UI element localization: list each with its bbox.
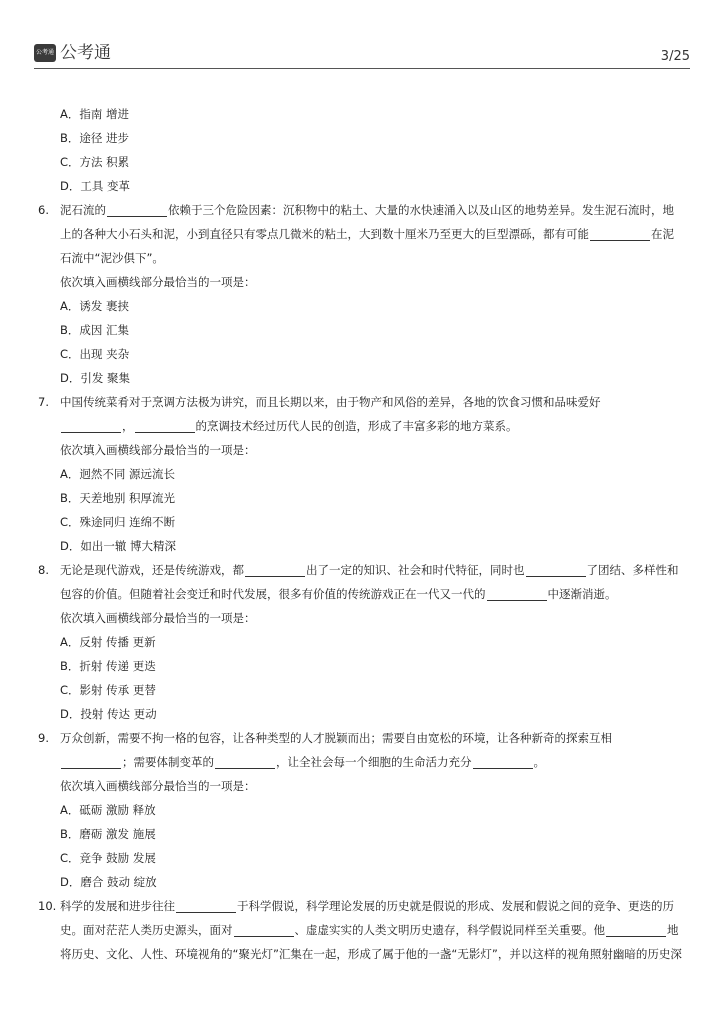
- question-6-line: [36, 198, 690, 222]
- question-prompt: 依次填入画横线部分最恰当的一项是：: [60, 443, 256, 457]
- fill-blank: [606, 922, 666, 937]
- question-8-line: [36, 558, 690, 582]
- question-10-line: [36, 918, 690, 942]
- option: A．砥砺 激励 释放: [60, 803, 156, 817]
- option: D．磨合 鼓动 绽放: [60, 875, 157, 889]
- question-10-line: [36, 942, 690, 966]
- question-number: 9.: [38, 731, 49, 745]
- fill-blank: [61, 754, 121, 769]
- option: B．磨砺 激发 施展: [60, 827, 156, 841]
- fill-blank: [234, 922, 294, 937]
- question-text: 泥石流的: [60, 203, 106, 217]
- question-text: 在泥: [651, 227, 674, 241]
- question-text: 中国传统菜肴对于烹调方法极为讲究，而且长期以来，由于物产和风俗的差异，各地的饮食习惯和品味爱好: [60, 395, 601, 409]
- question-number: 8.: [38, 563, 49, 577]
- option: C．出现 夹杂: [60, 347, 130, 361]
- fill-blank: [61, 418, 121, 433]
- question-text: 于科学假说，科学理论发展的历史就是假说的形成、发展和假说之间的竞争、更迭的历: [237, 899, 674, 913]
- question-7-line: [36, 390, 690, 414]
- question-text: 。: [533, 755, 545, 769]
- option: B．折射 传递 更迭: [60, 659, 156, 673]
- question-6-line: [36, 222, 690, 246]
- question-text: 史。面对茫茫人类历史源头，面对: [60, 923, 233, 937]
- option: D．如出一辙 博大精深: [60, 539, 177, 553]
- question-text: 依赖于三个危险因素：沉积物中的粘土、大量的水快速涌入以及山区的地势差异。发生泥石流时，地: [168, 203, 674, 217]
- question-text: 中逐渐消逝。: [547, 587, 617, 601]
- fill-blank: [473, 754, 533, 769]
- question-text: 的烹调技术经过历代人民的创造，形成了丰富多彩的地方菜系。: [195, 419, 518, 433]
- option: D．工具 变革: [60, 179, 131, 193]
- question-number: 10.: [38, 899, 57, 913]
- document-body: [36, 102, 690, 966]
- question-9-line: [36, 726, 690, 750]
- question-text: 出了一定的知识、社会和时代特征，同时也: [306, 563, 525, 577]
- question-number: 6.: [38, 203, 49, 217]
- option: C．竞争 鼓励 发展: [60, 851, 156, 865]
- page-number: 3/25: [660, 49, 690, 64]
- question-prompt: 依次填入画横线部分最恰当的一项是：: [60, 611, 256, 625]
- question-text: 包容的价值。但随着社会变迁和时代发展，很多有价值的传统游戏正在一代又一代的: [60, 587, 486, 601]
- question-text: 、虚虚实实的人类文明历史遗存，科学假说同样至关重要。他: [294, 923, 605, 937]
- question-text: ，让全社会每一个细胞的生命活力充分: [276, 755, 472, 769]
- question-text: 将历史、文化、人性、环境视角的“聚光灯”汇集在一起，形成了属于他的一盏“无影灯”，并以这样的视角照射幽暗的历史深: [60, 947, 682, 961]
- question-8-line: [36, 582, 690, 606]
- question-prompt: 依次填入画横线部分最恰当的一项是：: [60, 779, 256, 793]
- option: B．途径 进步: [60, 131, 130, 145]
- option: D．引发 聚集: [60, 371, 131, 385]
- question-text: 科学的发展和进步往往: [60, 899, 175, 913]
- question-text: 地: [667, 923, 679, 937]
- question-prompt: 依次填入画横线部分最恰当的一项是：: [60, 275, 256, 289]
- option: C．影射 传承 更替: [60, 683, 156, 697]
- question-text: ；需要体制变革的: [122, 755, 214, 769]
- question-number: 7.: [38, 395, 49, 409]
- question-7-line: [36, 414, 690, 438]
- question-text: 万众创新，需要不拘一格的包容，让各种类型的人才脱颖而出；需要自由宽松的环境，让各种新奇的探索互相: [60, 731, 612, 745]
- fill-blank: [215, 754, 275, 769]
- question-text: 上的各种大小石头和泥，小到直径只有零点几微米的粘土，大到数十厘米乃至更大的巨型漂砾，都有可能: [60, 227, 589, 241]
- question-text: 了团结、多样性和: [586, 563, 679, 577]
- fill-blank: [526, 562, 586, 577]
- fill-blank: [590, 226, 650, 241]
- option: A．迥然不同 源远流长: [60, 467, 176, 481]
- question-text: 石流中“泥沙俱下”。: [60, 251, 164, 265]
- fill-blank: [135, 418, 195, 433]
- brand-logo-icon: 公考通: [34, 44, 56, 62]
- question-6-line: [36, 246, 690, 270]
- fill-blank: [487, 586, 547, 601]
- fill-blank: [107, 202, 167, 217]
- option: A．诱发 裹挟: [60, 299, 130, 313]
- option: B．成因 汇集: [60, 323, 130, 337]
- option: A．反射 传播 更新: [60, 635, 156, 649]
- option: A．指南 增进: [60, 107, 130, 121]
- question-9-line: [36, 750, 690, 774]
- fill-blank: [245, 562, 305, 577]
- option: B．天差地别 积厚流光: [60, 491, 176, 505]
- brand-name: 公考通: [60, 43, 111, 63]
- page-header: [34, 42, 690, 69]
- question-10-line: [36, 894, 690, 918]
- option: C．方法 积累: [60, 155, 130, 169]
- fill-blank: [176, 898, 236, 913]
- question-text: 无论是现代游戏，还是传统游戏，都: [60, 563, 244, 577]
- option: C．殊途同归 连绵不断: [60, 515, 176, 529]
- option: D．投射 传达 更动: [60, 707, 157, 721]
- question-text: ，: [122, 419, 134, 433]
